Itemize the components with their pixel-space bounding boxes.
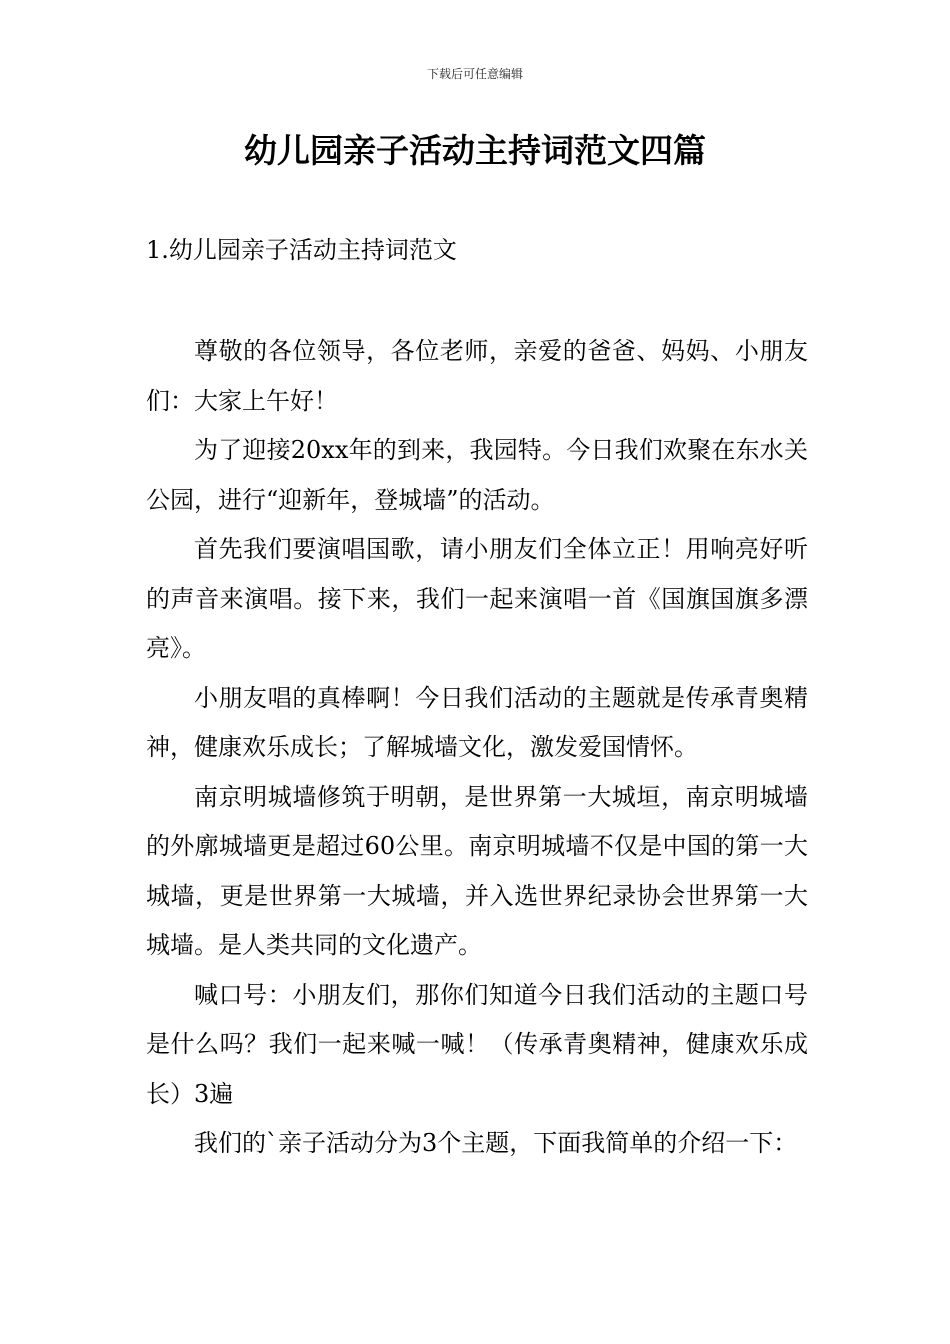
paragraph: 我们的`亲子活动分为3个主题，下面我简单的介绍一下： [194, 1129, 798, 1157]
document-body [146, 327, 808, 1169]
paragraph: 小朋友唱的真棒啊！今日我们活动的主题就是传承青奥精神，健康欢乐成长；了解城墙文化，激发爱国情怀。 [146, 683, 808, 761]
header-note: 下载后可任意编辑 [426, 67, 523, 81]
document-title: 幼儿园亲子活动主持词范文四篇 [244, 131, 706, 170]
section-heading: 1.幼儿园亲子活动主持词范文 [146, 236, 457, 264]
paragraph: 南京明城墙修筑于明朝，是世界第一大城垣，南京明城墙的外廓城墙更是超过60公里。南京明城墙不仅是中国的第一大城墙，更是世界第一大城墙，并入选世界纪录协会世界第一大城墙。是人类共同的文化遗产。 [146, 782, 808, 959]
paragraph: 喊口号：小朋友们，那你们知道今日我们活动的主题口号是什么吗？我们一起来喊一喊！（传承青奥精神，健康欢乐成长）3遍 [146, 980, 808, 1108]
paragraph: 为了迎接20xx年的到来，我园特。今日我们欢聚在东水关公园，进行“迎新年，登城墙”的活动。 [146, 436, 808, 514]
paragraph: 尊敬的各位领导，各位老师，亲爱的爸爸、妈妈、小朋友们：大家上午好！ [146, 337, 808, 415]
paragraph: 首先我们要演唱国歌，请小朋友们全体立正！用响亮好听的声音来演唱。接下来，我们一起来演唱一首《国旗国旗多漂亮》。 [146, 535, 808, 662]
